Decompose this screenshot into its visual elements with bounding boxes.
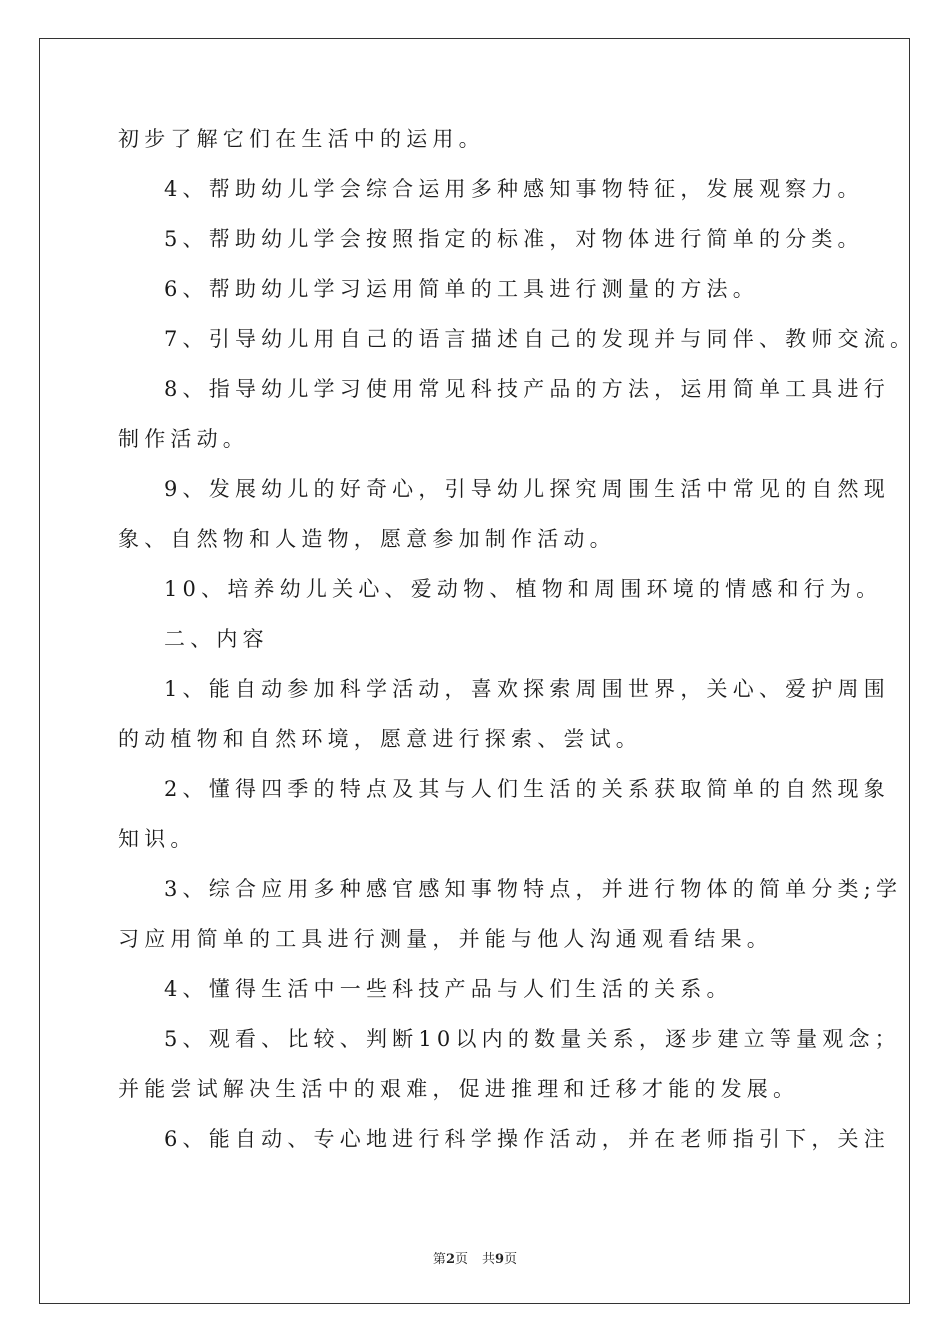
text-line: 初步了解它们在生活中的运用。: [118, 127, 485, 151]
text-line: 7、引导幼儿用自己的语言描述自己的发现并与同伴、教师交流。: [164, 327, 917, 351]
section-heading: 二、内容: [164, 627, 269, 651]
text-line: 8、指导幼儿学习使用常见科技产品的方法，运用简单工具进行: [164, 377, 890, 401]
text-line: 5、观看、比较、判断10以内的数量关系，逐步建立等量观念；: [164, 1027, 901, 1051]
text-line: 象、自然物和人造物，愿意参加制作活动。: [118, 527, 616, 551]
text-line: 5、帮助幼儿学会按照指定的标准，对物体进行简单的分类。: [164, 227, 864, 251]
text-line: 的动植物和自然环境，愿意进行探索、尝试。: [118, 727, 642, 751]
text-line: 10、培养幼儿关心、爱动物、植物和周围环境的情感和行为。: [164, 577, 883, 601]
current-page-number: 2: [445, 1252, 455, 1267]
text-line: 4、懂得生活中一些科技产品与人们生活的关系。: [164, 977, 733, 1001]
text-line: 习应用简单的工具进行测量，并能与他人沟通观看结果。: [118, 927, 773, 951]
footer-total-suffix: 页: [504, 1252, 518, 1267]
text-line: 9、发展幼儿的好奇心，引导幼儿探究周围生活中常见的自然现: [164, 477, 890, 501]
text-line: 4、帮助幼儿学会综合运用多种感知事物特征，发展观察力。: [164, 177, 864, 201]
page-footer: [0, 1248, 950, 1267]
text-line: 6、能自动、专心地进行科学操作活动，并在老师指引下，关注: [164, 1127, 890, 1151]
footer-prefix: 第: [432, 1252, 446, 1267]
total-page-number: 9: [495, 1252, 505, 1267]
text-line: 3、综合应用多种感官感知事物特点，并进行物体的简单分类;学: [164, 877, 903, 901]
text-line: 2、懂得四季的特点及其与人们生活的关系获取简单的自然现象: [164, 777, 890, 801]
footer-total-prefix: 共: [482, 1252, 496, 1267]
text-line: 6、帮助幼儿学习运用简单的工具进行测量的方法。: [164, 277, 759, 301]
footer-page-suffix: 页: [454, 1252, 468, 1267]
text-line: 1、能自动参加科学活动，喜欢探索周围世界，关心、爱护周围: [164, 677, 890, 701]
text-line: 并能尝试解决生活中的艰难，促进推理和迁移才能的发展。: [118, 1077, 800, 1101]
text-line: 制作活动。: [118, 427, 249, 451]
text-line: 知识。: [118, 827, 197, 851]
